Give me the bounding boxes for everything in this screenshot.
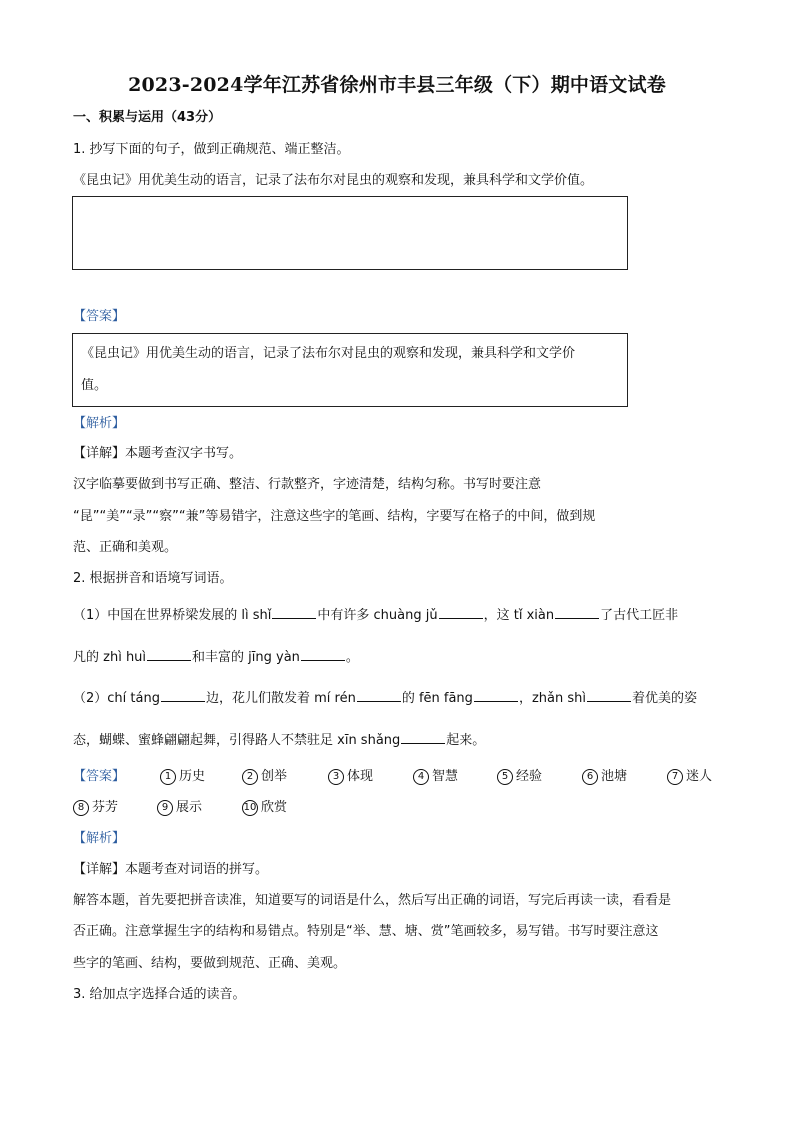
q1-detail: 【详解】本题考查汉字书写。	[73, 446, 243, 461]
q1-explanation: 汉字临摹要做到书写正确、整洁、行款整齐，字迹清楚，结构匀称。书写时要注意	[73, 477, 542, 492]
q3-prompt: 3. 给加点字选择合适的读音。	[73, 987, 246, 1002]
answer-number: 3	[328, 769, 344, 785]
q1-answer-label: 【答案】	[73, 309, 126, 324]
answer-blank[interactable]	[587, 689, 631, 702]
answer-blank[interactable]	[474, 689, 518, 702]
q2-answer-label: 【答案】	[73, 769, 126, 784]
q2-line: （2）chí táng 边，花儿们散发着 mí rén 的 fēn fāng ，zhǎn shì 着优美的姿	[73, 691, 697, 706]
answer-item: 5 经验	[497, 767, 542, 787]
answer-item: 7 迷人	[667, 767, 712, 787]
q2-line: （1）中国在世界桥梁发展的 lì shǐ 中有许多 chuàng jǔ ，这 tǐ xiàn 了古代工匠非	[73, 608, 679, 623]
answer-number: 7	[667, 769, 683, 785]
answer-blank[interactable]	[555, 606, 599, 619]
q2-detail: 【详解】本题考查对词语的拼写。	[73, 862, 269, 877]
answer-blank[interactable]	[272, 606, 316, 619]
section-heading: 一、积累与运用（43分）	[73, 110, 222, 125]
q2-prompt: 2. 根据拼音和语境写词语。	[73, 571, 233, 586]
q2-explanation: 解答本题，首先要把拼音读准，知道要写的词语是什么，然后写出正确的词语，写完后再读一读，看看是	[73, 893, 672, 908]
q1-prompt: 1. 抄写下面的句子，做到正确规范、端正整洁。	[73, 142, 350, 157]
answer-item: 3 体现	[328, 767, 373, 787]
answer-blank[interactable]	[357, 689, 401, 702]
answer-number: 4	[413, 769, 429, 785]
answer-number: 6	[582, 769, 598, 785]
q1-explanation: “昆”“美”“录”“察”“兼”等易错字，注意这些字的笔画、结构，字要写在格子的中间，做到规	[73, 509, 596, 524]
q1-writing-box[interactable]	[72, 196, 628, 270]
q1-answer-line: 《昆虫记》用优美生动的语言，记录了法布尔对昆虫的观察和发现，兼具科学和文学价	[81, 346, 576, 361]
answer-item: 1 历史	[160, 767, 205, 787]
answer-number: 9	[157, 800, 173, 816]
q2-explanation: 否正确。注意掌握生字的结构和易错点。特别是“举、慧、塘、赏”笔画较多，易写错。书写时要注意这	[73, 924, 659, 939]
answer-blank[interactable]	[401, 731, 445, 744]
q1-answer-box	[72, 333, 628, 407]
q2-line: 凡的 zhì huì 和丰富的 jīng yàn 。	[73, 650, 359, 665]
q2-analysis-label: 【解析】	[73, 831, 126, 846]
answer-item: 6 池塘	[582, 767, 627, 787]
page-title: 2023-2024学年江苏省徐州市丰县三年级（下）期中语文试卷	[128, 74, 666, 96]
answer-item: 10 欣赏	[243, 800, 288, 815]
answer-number: 10	[242, 800, 258, 816]
answer-number: 1	[160, 769, 176, 785]
q1-explanation: 范、正确和美观。	[73, 540, 178, 555]
answer-number: 2	[242, 769, 258, 785]
q2-line: 态，蝴蝶、蜜蜂翩翩起舞，引得路人不禁驻足 xīn shǎng 起来。	[73, 733, 486, 748]
q2-explanation: 些字的笔画、结构，要做到规范、正确、美观。	[73, 956, 347, 971]
answer-blank[interactable]	[301, 648, 345, 661]
q1-analysis-label: 【解析】	[73, 416, 126, 431]
q1-answer-line: 值。	[81, 378, 108, 393]
answer-blank[interactable]	[147, 648, 191, 661]
answer-number: 8	[73, 800, 89, 816]
answer-blank[interactable]	[439, 606, 483, 619]
answer-item: 8 芬芳	[73, 798, 118, 818]
q1-sentence: 《昆虫记》用优美生动的语言，记录了法布尔对昆虫的观察和发现，兼具科学和文学价值。	[73, 173, 594, 188]
answer-blank[interactable]	[161, 689, 205, 702]
answer-item: 2 创举	[242, 767, 287, 787]
answer-number: 5	[497, 769, 513, 785]
answer-item: 4 智慧	[413, 767, 458, 787]
answer-item: 9 展示	[157, 798, 202, 818]
